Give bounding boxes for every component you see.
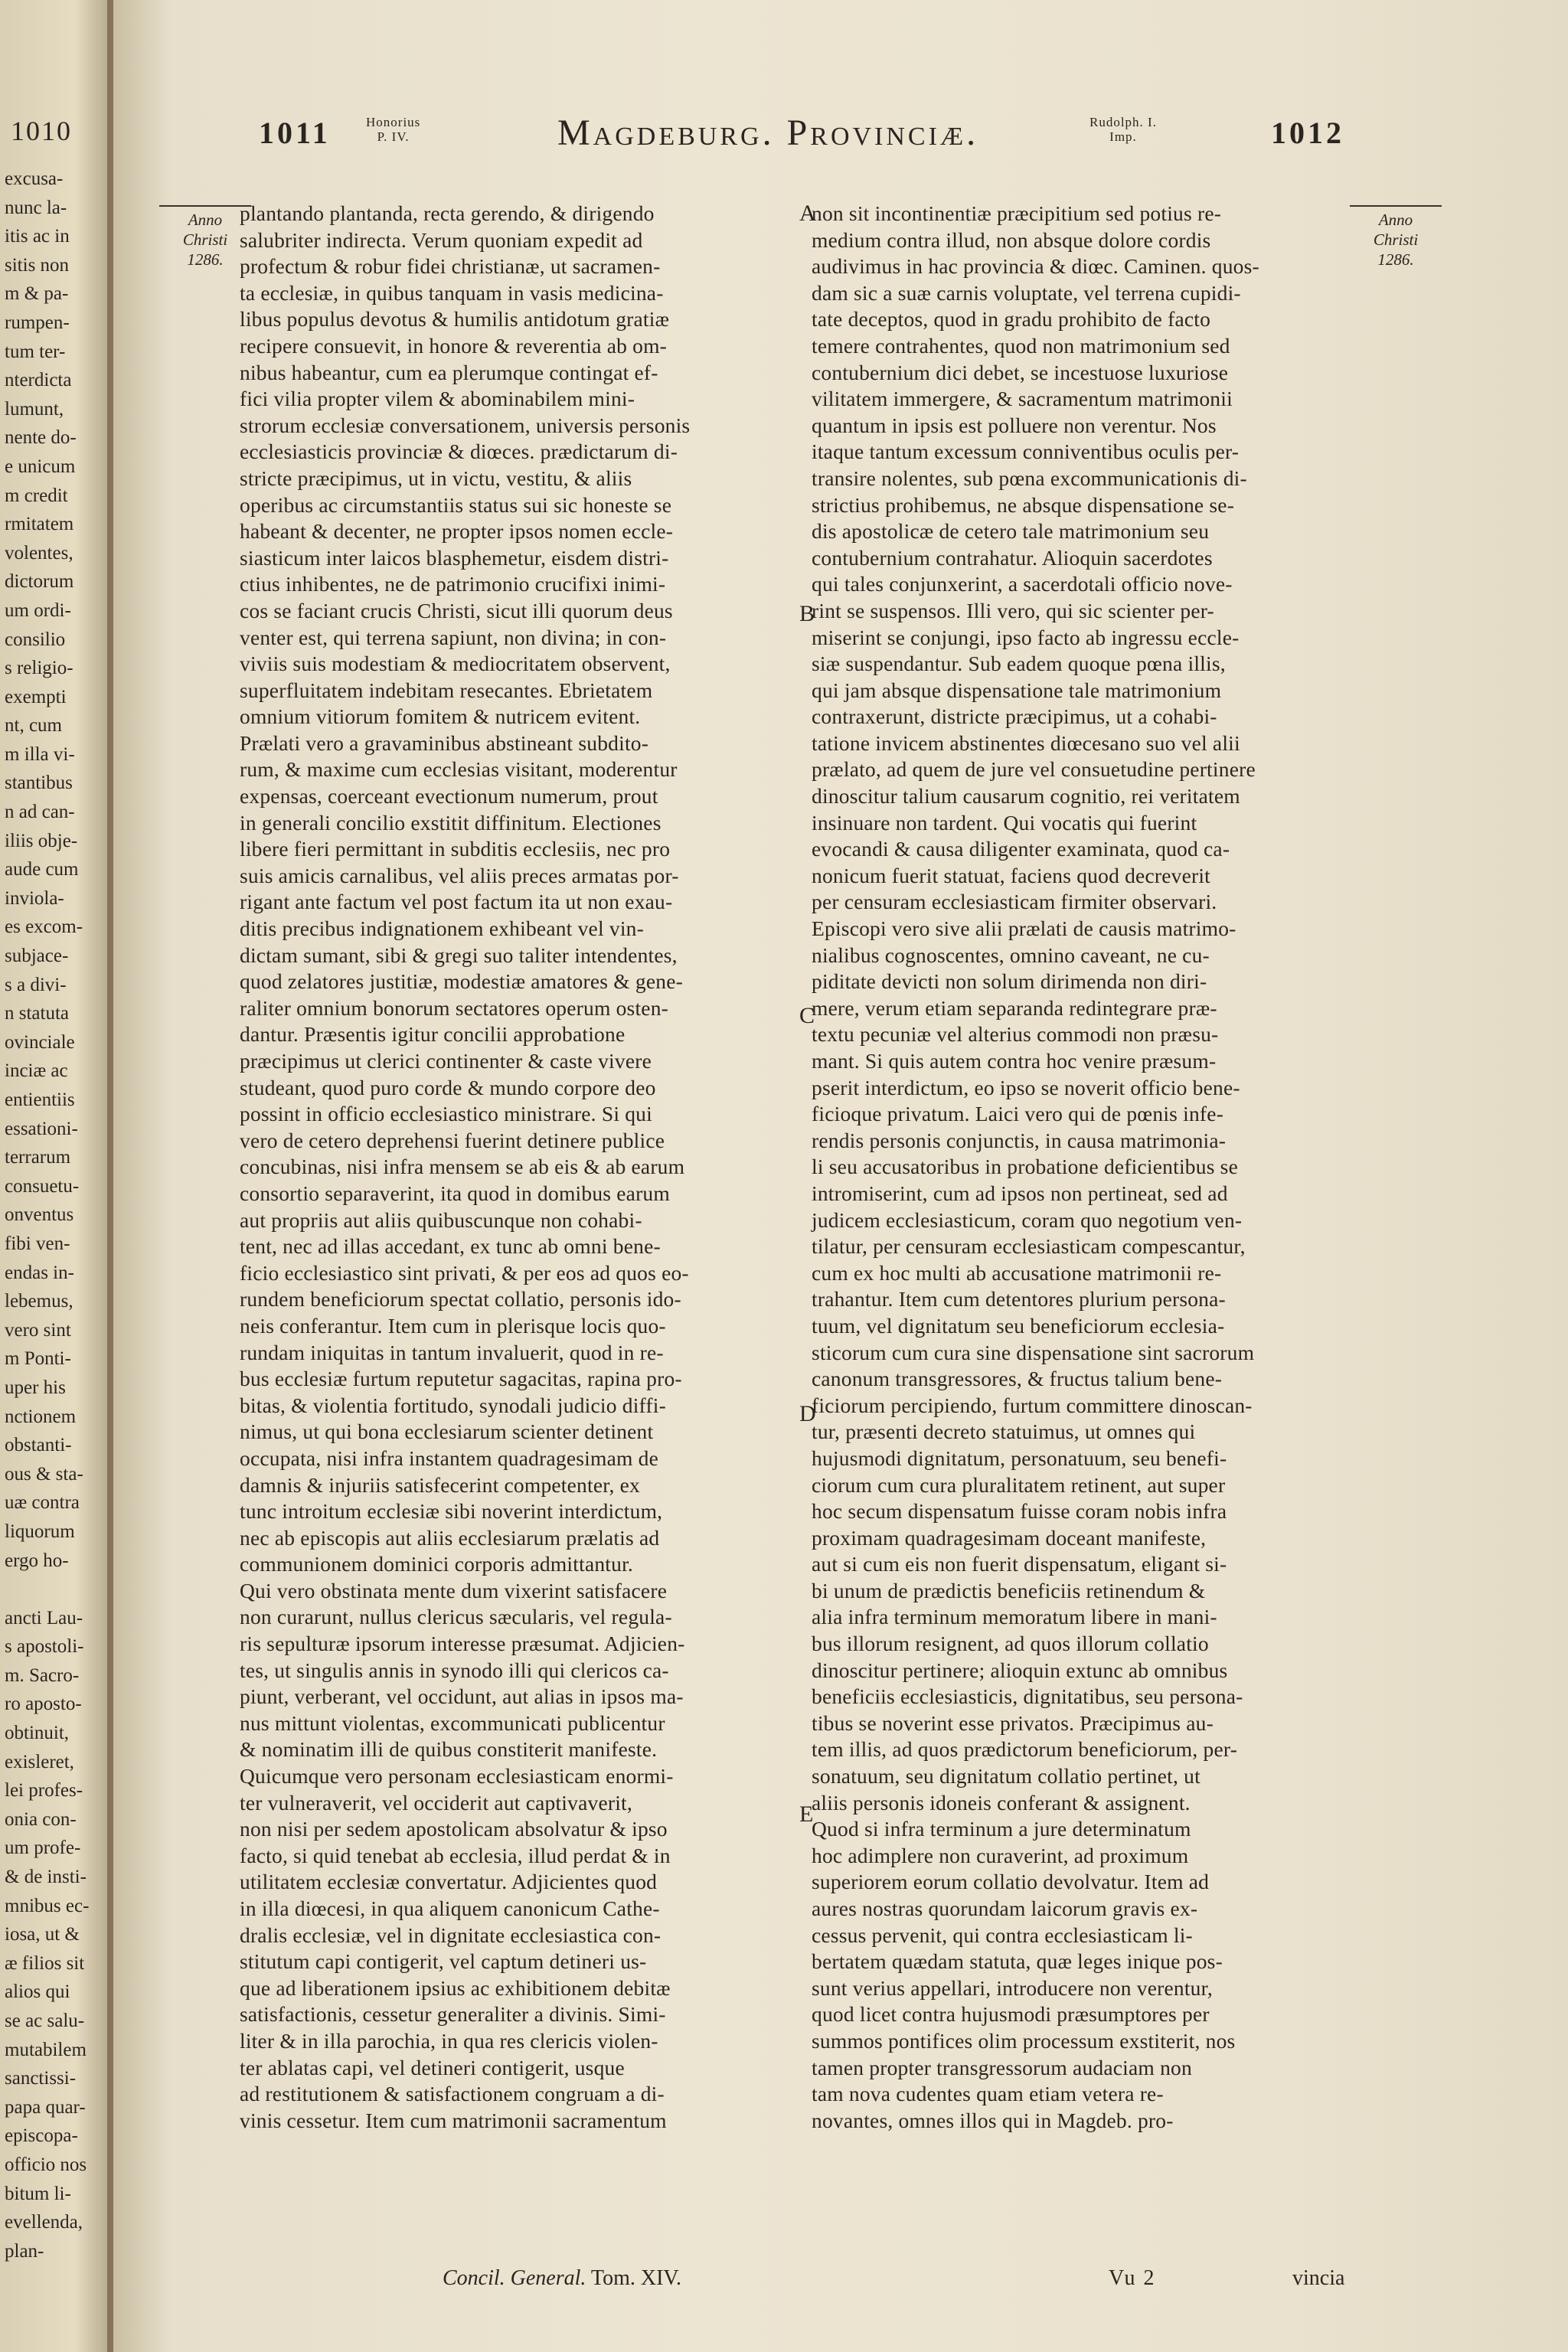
- previous-page-line: nctionem: [5, 1406, 77, 1427]
- previous-page-line: aude cum: [5, 859, 79, 880]
- text-line: neis conferantur. Item cum in plerisque locis quo-: [240, 1313, 666, 1338]
- text-line: medium contra illud, non absque dolore cordis: [812, 227, 1211, 252]
- text-line: sunt verius appellari, introducere non verentur,: [812, 1975, 1213, 2000]
- text-line: nec ab episcopis aut aliis ecclesiarum prælatis ad: [240, 1525, 660, 1550]
- text-line: damnis & injuriis satisfecerint competenter, ex: [240, 1472, 641, 1497]
- text-line: piunt, verberant, vel occidunt, aut alias in ipsos ma-: [240, 1684, 684, 1709]
- text-line: ter ablatas capi, vel detineri contigerit, usque: [240, 2055, 625, 2079]
- text-line: suis amicis carnalibus, vel aliis preces armatas por-: [240, 863, 679, 887]
- text-line: liter & in illa parochia, in qua res clericis violen-: [240, 2028, 658, 2053]
- previous-page-line: lebemus,: [5, 1291, 74, 1312]
- catchword: vincia: [1292, 2266, 1345, 2290]
- text-line: Episcopi vero sive alii prælati de causis matrimo-: [812, 916, 1236, 941]
- christi-label: Christi: [182, 230, 228, 249]
- text-line: aut propriis aut aliis quibuscunque non cohabi-: [240, 1207, 642, 1232]
- text-line: libere fieri permittant in subditis ecclesiis, nec pro: [240, 837, 671, 861]
- previous-page-line: rumpen-: [5, 312, 70, 333]
- previous-page-line: nt, cum: [5, 715, 62, 737]
- text-line: intromiserint, cum ad ipsos non pertineat, sed ad: [812, 1181, 1228, 1205]
- text-line: recipere consuevit, in honore & reverentia ab om-: [240, 333, 668, 358]
- text-line: textu pecuniæ vel alterius commodi non præsu-: [812, 1022, 1219, 1047]
- book-page: [113, 0, 1568, 2352]
- anno-label: Anno: [188, 211, 223, 229]
- previous-page-line: officio nos: [5, 2154, 87, 2175]
- text-line: tuum, vel dignitatum seu beneficiorum ecclesia-: [812, 1313, 1225, 1338]
- footer-volume: [443, 2266, 681, 2291]
- text-line: cos se faciant crucis Christi, sicut illi quorum deus: [240, 598, 673, 622]
- previous-page-line: & de insti-: [5, 1867, 87, 1888]
- section-marker: D: [799, 1401, 816, 1426]
- margin-year-left: [159, 205, 251, 270]
- text-line: tur, præsenti decreto statuimus, ut omnes qui: [812, 1419, 1196, 1444]
- previous-page-line: alios qui: [5, 1981, 70, 2003]
- text-line: ris sepulturæ ipsorum interesse præsumat. Adjicien-: [240, 1632, 685, 1656]
- previous-page-line: sanctissi-: [5, 2068, 77, 2089]
- text-line: mant. Si quis autem contra hoc venire præsum-: [812, 1049, 1217, 1073]
- previous-page-line: endas in-: [5, 1262, 74, 1283]
- previous-page-line: nterdicta: [5, 370, 72, 391]
- previous-page-line: excusa-: [5, 168, 64, 189]
- previous-page-line: m Ponti-: [5, 1348, 71, 1370]
- emperor-title: Imp.: [1109, 129, 1137, 144]
- text-line: bus illorum resignent, ad quos illorum collatio: [812, 1632, 1209, 1656]
- text-line: tam nova cudentes quam etiam vetera re-: [812, 2082, 1164, 2106]
- text-line: habeant & decenter, ne propter ipsos nomen eccle-: [240, 519, 674, 544]
- text-line: operibus ac circumstantiis status sui sic honeste se: [240, 492, 672, 517]
- text-line: Quod si infra terminum a jure determinatum: [812, 1817, 1191, 1841]
- previous-page-line: uæ contra: [5, 1492, 80, 1514]
- previous-page-line: nente do-: [5, 427, 77, 449]
- text-line: dantur. Præsentis igitur concilii approbatione: [240, 1022, 626, 1047]
- text-line: hoc adimplere non curaverint, ad proximum: [812, 1843, 1189, 1867]
- text-line: libus populus devotus & humilis antidotum gratiæ: [240, 307, 670, 332]
- text-line: possint in officio ecclesiastico ministrare. Si qui: [240, 1102, 652, 1126]
- previous-page-edge: [0, 0, 107, 2352]
- text-line: contubernium dici debet, se incestuose luxuriose: [812, 360, 1229, 384]
- text-line: ter vulneraverit, vel occiderit aut captivaverit,: [240, 1790, 632, 1815]
- previous-page-line: terrarum: [5, 1147, 71, 1168]
- text-line: nialibus cognoscentes, omnino caveant, ne cu-: [812, 942, 1210, 967]
- previous-page-line: um profe-: [5, 1838, 81, 1859]
- text-line: aures nostras quorundam laicorum gravis ex-: [812, 1896, 1198, 1920]
- pope-number: P. IV.: [377, 129, 410, 144]
- text-line: dam sic a suæ carnis voluptate, vel terrena cupidi-: [812, 280, 1241, 305]
- text-line: utilitatem ecclesiæ convertatur. Adjicientes quod: [240, 1870, 658, 1894]
- right-text-column: [812, 201, 1455, 2134]
- previous-page-line: ancti Lau-: [5, 1607, 83, 1628]
- text-line: profectum & robur fidei christianæ, ut sacramen-: [240, 254, 661, 279]
- text-line: nonicum fuerit statuat, faciens quod decreverit: [812, 863, 1211, 887]
- previous-page-line: iosa, ut &: [5, 1924, 80, 1945]
- text-line: novantes, omnes illos qui in Magdeb. pro-: [812, 2108, 1174, 2132]
- text-line: fici vilia propter vilem & abominabilem mini-: [240, 387, 635, 411]
- previous-page-line: s religio-: [5, 658, 74, 679]
- text-line: bi unum de prædictis beneficiis retinendum &: [812, 1578, 1206, 1602]
- text-line: bertatem quædam statuta, quæ leges inique pos-: [812, 1949, 1223, 1974]
- text-line: tate deceptos, quod in gradu prohibito de facto: [812, 307, 1211, 332]
- previous-page-line: exisleret,: [5, 1751, 74, 1772]
- previous-page-line: uper his: [5, 1377, 66, 1398]
- previous-page-line: m credit: [5, 485, 68, 506]
- text-line: superfluitatem indebitam resecantes. Ebrietatem: [240, 678, 653, 702]
- previous-page-line: e unicum: [5, 456, 76, 477]
- text-line: rint se suspensos. Illi vero, qui sic scienter per-: [812, 598, 1214, 622]
- section-marker: A: [799, 201, 816, 226]
- folio-number-left: 1011: [259, 116, 331, 150]
- previous-page-line: ous & sta-: [5, 1463, 83, 1485]
- previous-page-line: [5, 1575, 106, 1604]
- folio-number-right: 1012: [1271, 116, 1344, 150]
- text-line: cum ex hoc multi ab accusatione matrimonii re-: [812, 1260, 1222, 1285]
- text-line: expensas, coerceant evectionum numerum, prout: [240, 784, 658, 808]
- text-line: non sit incontinentiæ præcipitium sed potius re-: [812, 201, 1222, 225]
- section-marker: C: [799, 1003, 815, 1028]
- text-line: occupata, nisi infra instantem quadragesimam de: [240, 1446, 658, 1470]
- previous-page-line: volentes,: [5, 542, 74, 564]
- text-line: trahantur. Item cum detentores plurium persona-: [812, 1287, 1226, 1312]
- previous-page-line: s apostoli-: [5, 1636, 84, 1658]
- text-line: strictius prohibemus, ne absque dispensatione se-: [812, 492, 1235, 517]
- text-line: nus mittunt violentas, excommunicati publicentur: [240, 1710, 665, 1735]
- text-line: dinoscitur pertinere; alioquin extunc ab omnibus: [812, 1658, 1228, 1682]
- text-line: bitas, & violentia fortitudo, synodali judicio diffi-: [240, 1393, 666, 1417]
- footer-tome: Tom. XIV.: [590, 2266, 682, 2290]
- text-line: siæ suspendantur. Sub eadem quoque pœna illis,: [812, 652, 1226, 676]
- previous-page-line: m. Sacro-: [5, 1664, 80, 1686]
- previous-page-line: ovinciale: [5, 1031, 75, 1053]
- previous-page-line: onia con-: [5, 1808, 77, 1830]
- previous-page-line: n statuta: [5, 1003, 70, 1024]
- text-line: ecclesiasticis provinciæ & diœces. prædictarum di-: [240, 439, 678, 464]
- previous-page-line: itis ac in: [5, 226, 70, 247]
- previous-page-line: entientiis: [5, 1089, 75, 1110]
- text-line: sticorum cum cura sine dispensatione sint sacrorum: [812, 1340, 1255, 1364]
- text-line: evocandi & causa diligenter examinata, quod ca-: [812, 837, 1230, 861]
- text-line: stricte præcipimus, ut in victu, vestitu, & aliis: [240, 466, 632, 490]
- text-line: contraxerunt, districte præcipimus, ut a cohabi-: [812, 704, 1217, 729]
- text-line: per censuram ecclesiasticam firmiter observari.: [812, 890, 1217, 914]
- text-line: ficiorum percipiendo, furtum committere dinoscan-: [812, 1393, 1253, 1417]
- text-line: ad restitutionem & satisfactionem congruam a di-: [240, 2082, 665, 2106]
- text-line: quantum in ipsis est polluere non verentur. Nos: [812, 413, 1217, 437]
- text-line: rundem beneficiorum spectat collatio, personis ido-: [240, 1287, 681, 1312]
- text-line: tilatur, per censuram ecclesiasticam compescantur,: [812, 1234, 1246, 1259]
- previous-page-line: ergo ho-: [5, 1550, 69, 1571]
- section-marker: E: [799, 1802, 814, 1827]
- previous-page-line: subjace-: [5, 946, 69, 967]
- text-line: communionem dominici corporis admittantur.: [240, 1552, 634, 1576]
- footer-collection: Concil. General.: [443, 2266, 586, 2290]
- text-line: rum, & maxime cum ecclesias visitant, moderentur: [240, 757, 678, 782]
- running-title: Magdeburg. Provinciæ.: [557, 113, 979, 153]
- text-line: rigant ante factum vel post factum ita ut non exau-: [240, 890, 673, 914]
- text-line: quod zelatores justitiæ, modestiæ amatores & gene-: [240, 969, 683, 994]
- text-line: judicem ecclesiasticum, coram quo negotium ven-: [812, 1207, 1243, 1232]
- text-line: audivimus in hac provincia & diœc. Caminen. quos-: [812, 254, 1259, 279]
- text-line: viviis suis modestiam & mediocritatem observent,: [240, 652, 671, 676]
- text-line: ctius inhibentes, ne de patrimonio crucifixi inimi-: [240, 572, 666, 596]
- text-line: temere contrahentes, quod non matrimonium sed: [812, 333, 1230, 358]
- text-line: contubernium contrahatur. Alioquin sacerdotes: [812, 545, 1213, 570]
- previous-page-line: mutabilem: [5, 2039, 87, 2060]
- text-line: qui jam absque dispensatione tale matrimonium: [812, 678, 1222, 702]
- text-line: rendis personis conjunctis, in causa matrimonia-: [812, 1128, 1227, 1152]
- text-line: consortio separaverint, ita quod in domibus earum: [240, 1181, 670, 1205]
- previous-page-line: exempti: [5, 686, 67, 707]
- text-line: hujusmodi dignitatum, personatuum, seu benefi-: [812, 1446, 1227, 1470]
- previous-page-line: plan-: [5, 2240, 44, 2262]
- previous-page-line: liquorum: [5, 1521, 75, 1542]
- previous-page-line: nunc la-: [5, 197, 67, 218]
- signature-mark: Vu 2: [1109, 2266, 1156, 2290]
- pope-heading: [366, 115, 420, 144]
- text-line: in generali concilio exstitit diffinitum. Electiones: [240, 810, 662, 835]
- previous-page-line: onventus: [5, 1204, 74, 1226]
- text-line: superiorem eorum collatio devolvatur. Item ad: [812, 1870, 1210, 1894]
- text-line: dralis ecclesiæ, vel in dignitate ecclesiastica con-: [240, 1922, 662, 1947]
- text-line: non curarunt, nullus clericus sæcularis, vel regula-: [240, 1605, 672, 1629]
- text-line: dinoscitur talium causarum cognitio, rei veritatem: [812, 784, 1240, 808]
- text-line: venter est, qui terrena sapiunt, non divina; in con-: [240, 625, 667, 649]
- previous-page-line: consilio: [5, 629, 66, 650]
- text-line: tunc introitum ecclesiæ sibi noverint interdictum,: [240, 1499, 663, 1524]
- text-line: miserint se conjungi, ipso facto ab ingressu eccle-: [812, 625, 1240, 649]
- text-line: itaque tantum excessum conniventibus oculis per-: [812, 439, 1240, 464]
- text-line: præcipimus ut clerici continenter & caste vivere: [240, 1049, 652, 1073]
- previous-page-line: se ac salu-: [5, 2011, 85, 2031]
- text-line: li seu accusatoribus in probatione deficientibus se: [812, 1155, 1238, 1179]
- previous-page-line: lumunt,: [5, 398, 64, 420]
- section-marker: B: [799, 601, 815, 626]
- previous-page-line: obstanti-: [5, 1435, 72, 1456]
- text-line: insinuare non tardent. Qui vocatis qui fuerint: [812, 810, 1197, 835]
- text-line: vinis cessetur. Item cum matrimonii sacramentum: [240, 2108, 667, 2132]
- text-line: cessus pervenit, qui contra ecclesiasticam li-: [812, 1922, 1193, 1947]
- text-line: studeant, quod puro corde & mundo corpore deo: [240, 1075, 656, 1099]
- text-line: ditis precibus indignationem exhibeant vel vin-: [240, 916, 644, 941]
- previous-page-line: consuetu-: [5, 1175, 80, 1197]
- text-line: non nisi per sedem apostolicam absolvatur & ipso: [240, 1817, 668, 1841]
- text-line: proximam quadragesimam doceant manifeste,: [812, 1525, 1207, 1550]
- text-line: ficio ecclesiastico sint privati, & per eos ad quos eo-: [240, 1260, 689, 1285]
- text-line: tibus se noverint esse privatos. Præcipimus au-: [812, 1710, 1214, 1735]
- text-line: facto, si quid tenebat ab ecclesia, illud perdat & in: [240, 1843, 671, 1867]
- text-line: vilitatem immergere, & sacramentum matrimonii: [812, 387, 1233, 411]
- text-line: pserit interdictum, eo ipso se noverit officio bene-: [812, 1075, 1240, 1099]
- text-line: que ad liberationem ipsius ac exhibitionem debitæ: [240, 1975, 671, 2000]
- text-line: bus ecclesiæ furtum reputetur sagacitas, rapina pro-: [240, 1367, 682, 1391]
- previous-page-line: m illa vi-: [5, 743, 75, 765]
- previous-page-line: m & pa-: [5, 283, 69, 305]
- previous-page-line: vero sint: [5, 1319, 71, 1341]
- text-line: alia infra terminum memoratum libere in mani-: [812, 1605, 1217, 1629]
- text-line: nibus habeantur, cum ea plerumque contingat ef-: [240, 360, 658, 384]
- text-line: dictam sumant, sibi & gregi suo taliter intendentes,: [240, 942, 678, 967]
- emperor-name: Rudolph. I.: [1089, 115, 1157, 129]
- left-text-column: [240, 201, 875, 2134]
- previous-page-line: bitum li-: [5, 2183, 71, 2204]
- text-line: & nominatim illi de quibus constiterit manifeste.: [240, 1737, 658, 1762]
- previous-page-line: fibi ven-: [5, 1233, 70, 1254]
- text-line: satisfactionis, cessetur generaliter a divinis. Simi-: [240, 2002, 666, 2027]
- text-line: piditate devicti non solum dirimenda non diri-: [812, 969, 1207, 994]
- text-line: aut si cum eis non fuerit dispensatum, eligant si-: [812, 1552, 1227, 1576]
- year-label: 1286.: [1377, 250, 1414, 269]
- previous-page-line: evellenda,: [5, 2212, 83, 2233]
- text-line: dis apostolicæ de cetero tale matrimonium seu: [812, 519, 1210, 544]
- text-line: mere, verum etiam separanda redintegrare præ-: [812, 995, 1217, 1020]
- text-line: stitutum capi contigerit, vel captum detineri us-: [240, 1949, 647, 1974]
- pope-name: Honorius: [366, 115, 421, 129]
- text-line: concubinas, nisi infra mensem se ab eis & ab earum: [240, 1155, 685, 1179]
- text-line: tent, nec ad illas accedant, ex tunc ab omni bene-: [240, 1234, 661, 1259]
- text-line: ta ecclesiæ, in quibus tanquam in vasis medicina-: [240, 280, 664, 305]
- text-line: prælato, ad quem de jure vel consuetudine pertinere: [812, 757, 1256, 782]
- previous-page-line: obtinuit,: [5, 1723, 70, 1744]
- text-line: tem illis, ad quos prædictorum beneficiorum, per-: [812, 1737, 1238, 1762]
- previous-page-text: [5, 165, 106, 2265]
- text-line: sonatuum, seu dignitatum collatio pertinet, ut: [812, 1764, 1200, 1788]
- previous-page-line: rmitatem: [5, 514, 74, 535]
- text-line: tatione invicem abstinentes diœcesano suo vel alii: [812, 730, 1240, 755]
- text-line: rundam iniquitas in tantum invaluerit, quod in re-: [240, 1340, 664, 1364]
- text-line: quod licet contra hujusmodi præsumptores per: [812, 2002, 1210, 2027]
- text-line: ficioque privatum. Laici vero qui de pœnis infe-: [812, 1102, 1224, 1126]
- previous-page-line: um ordi-: [5, 599, 71, 621]
- text-line: Quicumque vero personam ecclesiasticam enormi-: [240, 1764, 674, 1788]
- text-line: canonum transgressores, & fructus talium bene-: [812, 1367, 1223, 1391]
- previous-page-folio: 1010: [11, 116, 72, 146]
- previous-page-line: ro aposto-: [5, 1694, 82, 1715]
- text-line: Prælati vero a gravaminibus abstineant subdito-: [240, 730, 649, 755]
- previous-page-line: episcopa-: [5, 2125, 78, 2147]
- text-line: tes, ut singulis annis in synodo illi qui clericos ca-: [240, 1658, 669, 1682]
- previous-page-line: dictorum: [5, 571, 74, 593]
- previous-page-line: æ filios sit: [5, 1952, 85, 1974]
- previous-page-line: mnibus ec-: [5, 1895, 90, 1916]
- anno-label: Anno: [1378, 211, 1413, 229]
- page-header: [113, 115, 1568, 184]
- emperor-heading: [1089, 115, 1157, 144]
- previous-page-line: es excom-: [5, 916, 83, 938]
- text-line: salubriter indirecta. Verum quoniam expedit ad: [240, 227, 643, 252]
- previous-page-line: s a divi-: [5, 974, 67, 995]
- previous-page-line: inciæ ac: [5, 1060, 68, 1082]
- text-line: nimus, ut qui bona ecclesiarum scienter detinent: [240, 1419, 654, 1444]
- text-line: qui tales conjunxerint, a sacerdotali officio nove-: [812, 572, 1233, 596]
- text-line: strorum ecclesiæ conversationem, universis personis: [240, 413, 691, 437]
- text-line: tamen propter transgressorum audaciam non: [812, 2055, 1192, 2079]
- christi-label: Christi: [1373, 230, 1419, 249]
- previous-page-line: sitis non: [5, 254, 70, 276]
- previous-page-line: n ad can-: [5, 802, 75, 823]
- text-line: transire nolentes, sub pœna excommunicationis di-: [812, 466, 1247, 490]
- year-label: 1286.: [187, 250, 224, 269]
- text-line: ciorum cum cura pluralitatem retinent, aut super: [812, 1472, 1226, 1497]
- text-line: plantando plantanda, recta gerendo, & dirigendo: [240, 201, 655, 225]
- previous-page-line: papa quar-: [5, 2096, 86, 2118]
- text-line: omnium vitiorum fomitem & nutricem evitent.: [240, 704, 641, 729]
- text-line: summos pontifices olim processum exstiterit, nos: [812, 2028, 1236, 2053]
- text-line: aliis personis idoneis conferant & assignent.: [812, 1790, 1191, 1815]
- previous-page-line: lei profes-: [5, 1780, 83, 1802]
- previous-page-line: iliis obje-: [5, 830, 78, 851]
- text-line: raliter omnium bonorum sectatores operum osten-: [240, 995, 669, 1020]
- previous-page-line: inviola-: [5, 887, 64, 909]
- previous-page-line: stantibus: [5, 773, 73, 794]
- text-line: Qui vero obstinata mente dum vixerint satisfacere: [240, 1578, 668, 1602]
- text-line: hoc secum dispensatum fuisse coram nobis infra: [812, 1499, 1227, 1524]
- text-line: vero de cetero deprehensi fuerint detinere publice: [240, 1128, 665, 1152]
- text-line: in illa diœcesi, in qua aliquem canonicum Cathe-: [240, 1896, 660, 1920]
- text-line: siasticum inter laicos blasphemetur, eisdem distri-: [240, 545, 669, 570]
- previous-page-line: tum ter-: [5, 341, 66, 362]
- previous-page-line: essationi-: [5, 1118, 78, 1139]
- text-line: beneficiis ecclesiasticis, dignitatibus, seu persona-: [812, 1684, 1243, 1709]
